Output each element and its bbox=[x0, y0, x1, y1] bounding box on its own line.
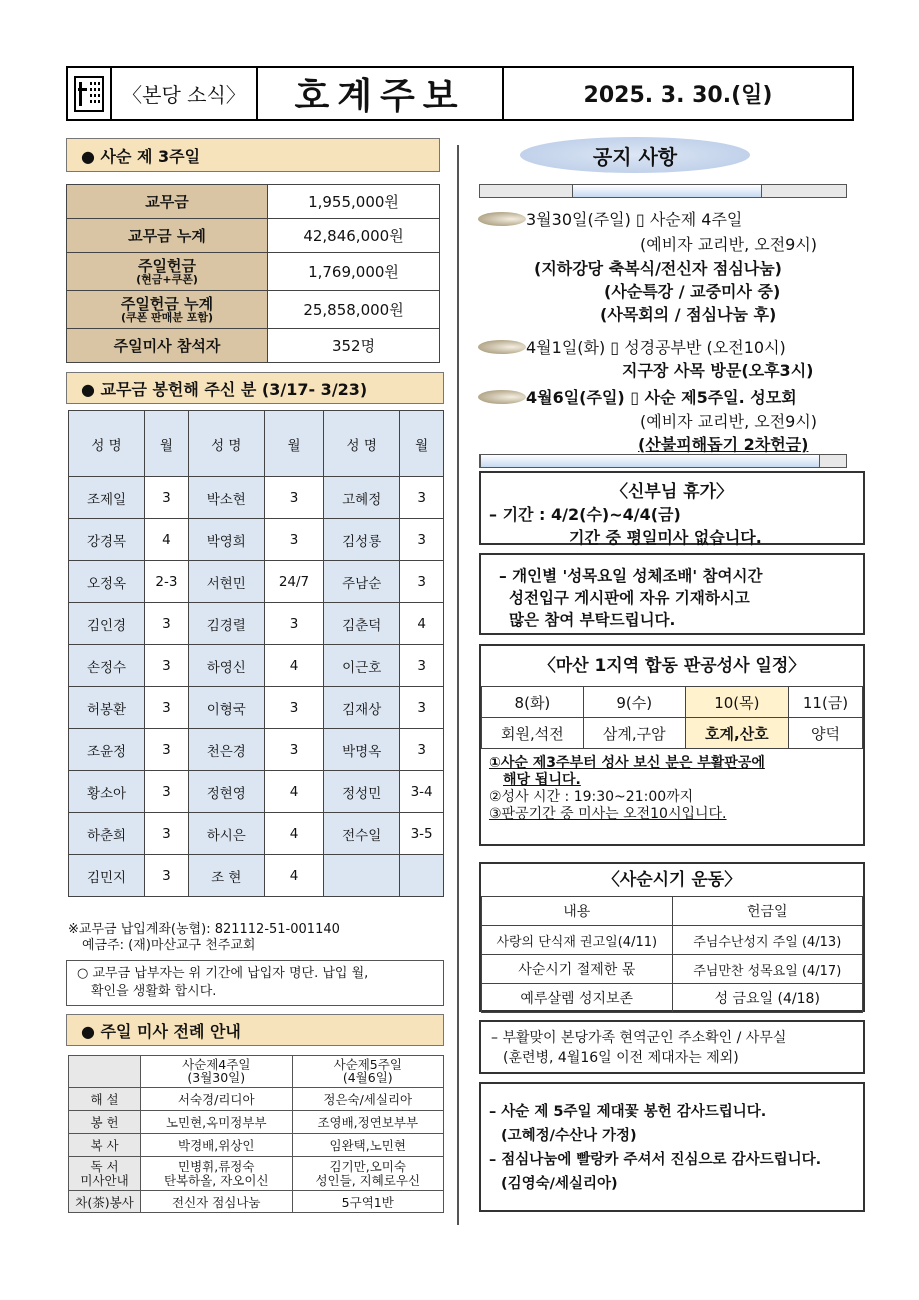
table-row: 회원,석전 삼계,구암 호계,산호 양덕 bbox=[482, 718, 863, 749]
table-row: 독 서 미사안내 민병휘,류정숙 탄복하올, 자오이신 김기만,오미숙 성인들, 지혜로우신 bbox=[69, 1157, 444, 1191]
table-row: 사순시기 절제한 몫 주님만찬 성목요일 (4/17) bbox=[482, 955, 863, 984]
table-row: 하춘희 3 하시은 4 전수일 3-5 bbox=[69, 813, 444, 855]
table-header: 내용 헌금일 bbox=[482, 897, 863, 926]
notice-title: 공지 사항 bbox=[520, 137, 750, 173]
table-row: 주일헌금 (현금+쿠폰) 1,769,000원 bbox=[67, 253, 440, 291]
bullet-icon bbox=[478, 390, 526, 404]
table-row: 조제일 3 박소현 3 고혜정 3 bbox=[69, 477, 444, 519]
event-line: (사목회의 / 점심나눔 후) bbox=[600, 305, 777, 324]
table-row: 차(茶)봉사 전신자 점심나눔 5구역1반 bbox=[69, 1191, 444, 1213]
divider-bar bbox=[479, 184, 847, 198]
event-line: 지구장 사목 방문(오후3시) bbox=[622, 361, 814, 380]
table-row: 손정수 3 하영신 4 이근호 3 bbox=[69, 645, 444, 687]
week-heading: ● 사순 제 3주일 bbox=[66, 138, 440, 172]
offering-table bbox=[66, 184, 440, 363]
column-divider bbox=[457, 145, 459, 1225]
table-header: 사순제4주일 (3월30일) 사순제5주일 (4월6일) bbox=[69, 1056, 444, 1088]
parish-logo bbox=[68, 68, 112, 119]
mass-table bbox=[68, 1055, 444, 1213]
table-row: 8(화) 9(수) 10(목) 11(금) bbox=[482, 687, 863, 718]
event-line: 4월6일(주일) ▯ 사순 제5주일. 성모회 bbox=[526, 388, 797, 407]
bullet-icon bbox=[478, 340, 526, 354]
table-row: 사랑의 단식재 권고일(4/11) 주님수난성지 주일 (4/13) bbox=[482, 926, 863, 955]
table-row: 조윤정 3 천은경 3 박명옥 3 bbox=[69, 729, 444, 771]
table-row: 김민지 3 조 현 4 bbox=[69, 855, 444, 897]
table-row: 주일미사 참석자 352명 bbox=[67, 329, 440, 363]
table-header: 성 명 월 성 명 월 성 명 월 bbox=[69, 411, 444, 477]
table-row: 예루살렘 성지보존 성 금요일 (4/18) bbox=[482, 984, 863, 1013]
mass-heading: ● 주일 미사 전례 안내 bbox=[66, 1014, 444, 1046]
event-line: (예비자 교리반, 오전9시) bbox=[640, 235, 818, 254]
donor-note: ○ 교무금 납부자는 위 기간에 납입자 명단. 납입 월, 확인을 생활화 합시다. bbox=[66, 960, 444, 1006]
table-row: 오정옥 2-3 서현민 24/7 주남순 3 bbox=[69, 561, 444, 603]
soldier-box: – 부활맞이 본당가족 현역군인 주소확인 / 사무실 (훈련병, 4월16일 이전 제대자는 제외) bbox=[479, 1020, 865, 1074]
lent-table bbox=[481, 896, 863, 1013]
table-row: 허봉환 3 이형국 3 김재상 3 bbox=[69, 687, 444, 729]
table-row: 복 사 박경배,위상인 임완택,노민현 bbox=[69, 1134, 444, 1157]
event-line: (지하강당 축복식/전신자 점심나눔) bbox=[534, 259, 782, 278]
adoration-box: – 개인별 '성목요일 성체조배' 참여시간 성전입구 게시판에 자유 기재하시고 많은 참여 부탁드립니다. bbox=[479, 553, 865, 635]
penance-table bbox=[481, 686, 863, 749]
table-row: 황소아 3 정현영 4 정성민 3-4 bbox=[69, 771, 444, 813]
divider-bar bbox=[479, 454, 847, 468]
vacation-box: 〈신부님 휴가〉 – 기간 : 4/2(수)~4/4(금) 기간 중 평일미사 없습니다. bbox=[479, 471, 865, 545]
donors-table bbox=[68, 410, 444, 897]
table-row: 김인경 3 김경렬 3 김춘덕 4 bbox=[69, 603, 444, 645]
table-row: 강경목 4 박영희 3 김성룡 3 bbox=[69, 519, 444, 561]
account-info: ※교무금 납입계좌(농협): 821112-51-001140 예금주: (재)마산교구 천주교회 bbox=[68, 922, 340, 953]
event-line: 4월1일(화) ▯ 성경공부반 (오전10시) bbox=[526, 338, 786, 357]
donors-heading: ● 교무금 봉헌해 주신 분 (3/17- 3/23) bbox=[66, 372, 444, 404]
lent-box: 〈사순시기 운동〉 내용 헌금일 사랑의 단식재 권고일(4/11) 주님수난성지 주일 (4/13) 사순시기 절제한 몫 주님만찬 성목요일 (4/17) 예루살렘 성지보존 성 금요일 (4/18) bbox=[479, 862, 865, 1012]
table-row: 교무금 1,955,000원 bbox=[67, 185, 440, 219]
section-label: 〈본당 소식〉 bbox=[112, 68, 258, 119]
event-line: (예비자 교리반, 오전9시) bbox=[640, 412, 818, 431]
thanks-box: – 사순 제 5주일 제대꽃 봉헌 감사드립니다. (고혜정/수산나 가정) – 점심나눔에 빨랑카 주셔서 진심으로 감사드립니다. (김영숙/세실리아) bbox=[479, 1082, 865, 1212]
bulletin-title: 호계주보 bbox=[258, 68, 504, 119]
table-row: 교무금 누계 42,846,000원 bbox=[67, 219, 440, 253]
table-row: 해 설 서숙경/리디아 정은숙/세실리아 bbox=[69, 1088, 444, 1111]
event-line: 3월30일(주일) ▯ 사순제 4주일 bbox=[526, 210, 743, 229]
bullet-icon bbox=[478, 212, 526, 226]
event-line: (산불피해돕기 2차헌금) bbox=[638, 435, 809, 454]
table-row: 주일헌금 누계 (쿠폰 판매분 포함) 25,858,000원 bbox=[67, 291, 440, 329]
event-line: (사순특강 / 교중미사 중) bbox=[604, 282, 781, 301]
penance-box: 〈마산 1지역 합동 판공성사 일정〉 8(화) 9(수) 10(목) 11(금) 회원,석전 삼계,구암 호계,산호 양덕 ①사순 제3주부터 성사 보신 분은 부활판공에 해당 됩니다. ②성사 시간 : 19:30~21:00까지 ③판공기간 중 미사는 오전10시입니다. bbox=[479, 644, 865, 846]
masthead bbox=[66, 66, 854, 121]
table-row: 봉 헌 노민현,옥미정부부 조영배,정연보부부 bbox=[69, 1111, 444, 1134]
issue-date: 2025. 3. 30.(일) bbox=[583, 83, 773, 108]
